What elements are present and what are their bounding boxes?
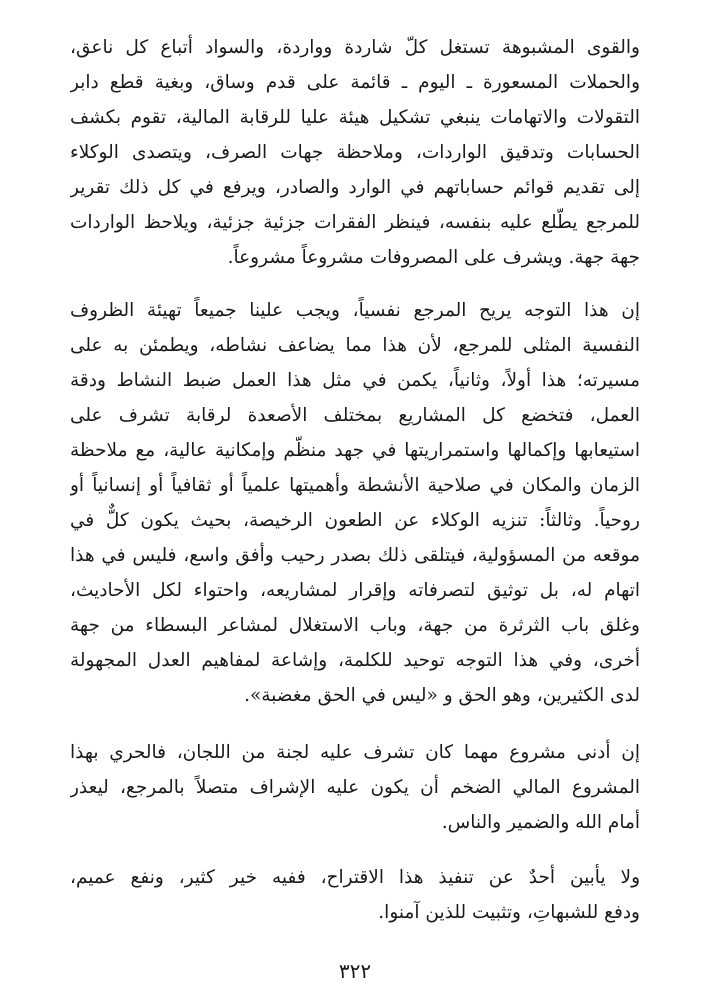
text-line: التقولات والاتهامات ينبغي تشكيل هيئة عليا للرقابة المالية، تقوم بكشف — [70, 107, 640, 128]
text-line: جهة جهة. ويشرف على المصروفات مشروعاً مشروعاً. — [227, 247, 640, 268]
text-line: إن أدنى مشروع مهما كان تشرف عليه لجنة من اللجان، فالحري بهذا — [70, 742, 640, 763]
text-line: إن هذا التوجه يريح المرجع نفسياً، ويجب علينا جميعاً تهيئة الظروف — [70, 300, 640, 321]
text-line: الحسابات وتدقيق الواردات، وملاحظة جهات الصرف، ويتصدى الوكلاء — [70, 142, 640, 163]
text-line: أخرى، وفي هذا التوجه توحيد للكلمة، وإشاعة لمفاهيم العدل المجهولة — [70, 650, 640, 671]
text-line: موقعه من المسؤولية، فيتلقى ذلك بصدر رحيب وأفق واسع، فليس في هذا — [70, 545, 640, 566]
text-line: والقوى المشبوهة تستغل كلّ شاردة وواردة، والسواد أتباع كل ناعق، — [70, 37, 640, 58]
text-line: مسيرته؛ هذا أولاً، وثانياً، يكمن في مثل هذا العمل ضبط النشاط ودقة — [70, 370, 640, 391]
paragraph-4 — [70, 860, 640, 930]
paragraph-3 — [70, 735, 640, 840]
page-number: ٣٢٢ — [338, 959, 372, 983]
paragraph-2 — [70, 293, 640, 713]
text-line: أمام الله والضمير والناس. — [441, 812, 640, 833]
text-line: المشروع المالي الضخم أن يكون عليه الإشراف متصلاً بالمرجع، ليعذر — [70, 777, 640, 798]
text-line: العمل، فتخضع كل المشاريع بمختلف الأصعدة لرقابة تشرف على — [70, 405, 640, 426]
text-line: النفسية المثلى للمرجع، لأن هذا مما يضاعف نشاطه، ويطمئن به على — [70, 335, 640, 356]
text-line: روحياً. وثالثاً: تنزيه الوكلاء عن الطعون الرخيصة، بحيث يكون كلٌّ في — [70, 510, 640, 531]
text-line: وغلق باب الثرثرة من جهة، وباب الاستغلال لمشاعر البسطاء من جهة — [70, 615, 640, 636]
text-line: والحملات المسعورة ـ اليوم ـ قائمة على قدم وساق، وبغية قطع دابر — [70, 72, 640, 93]
text-line: ودفع للشبهاتِ، وتثبيت للذين آمنوا. — [378, 902, 640, 923]
text-line: الزمان والمكان في صلاحية الأنشطة وأهميتها علمياً أو ثقافياً أو إنسانياً أو — [70, 475, 640, 496]
text-line: ولا يأبين أحدٌ عن تنفيذ هذا الاقتراح، ففيه خير كثير، ونفع عميم، — [70, 867, 640, 888]
paragraph-1 — [70, 30, 640, 275]
text-line: لدى الكثيرين، وهو الحق و «ليس في الحق مغضبة». — [244, 685, 640, 706]
text-line: إلى تقديم قوائم حساباتهم في الوارد والصادر، ويرفع في كل ذلك تقرير — [70, 177, 640, 198]
text-line: للمرجع يطّلع عليه بنفسه، فينظر الفقرات جزئية جزئية، ويلاحظ الواردات — [70, 212, 640, 233]
text-line: استيعابها وإكمالها واستمراريتها في جهد منظّم وإمكانية عالية، مع ملاحظة — [70, 440, 640, 461]
text-line: اتهام له، بل توثيق لتصرفاته وإقرار لمشاريعه، واحتواء لكل الأحاديث، — [70, 580, 640, 601]
